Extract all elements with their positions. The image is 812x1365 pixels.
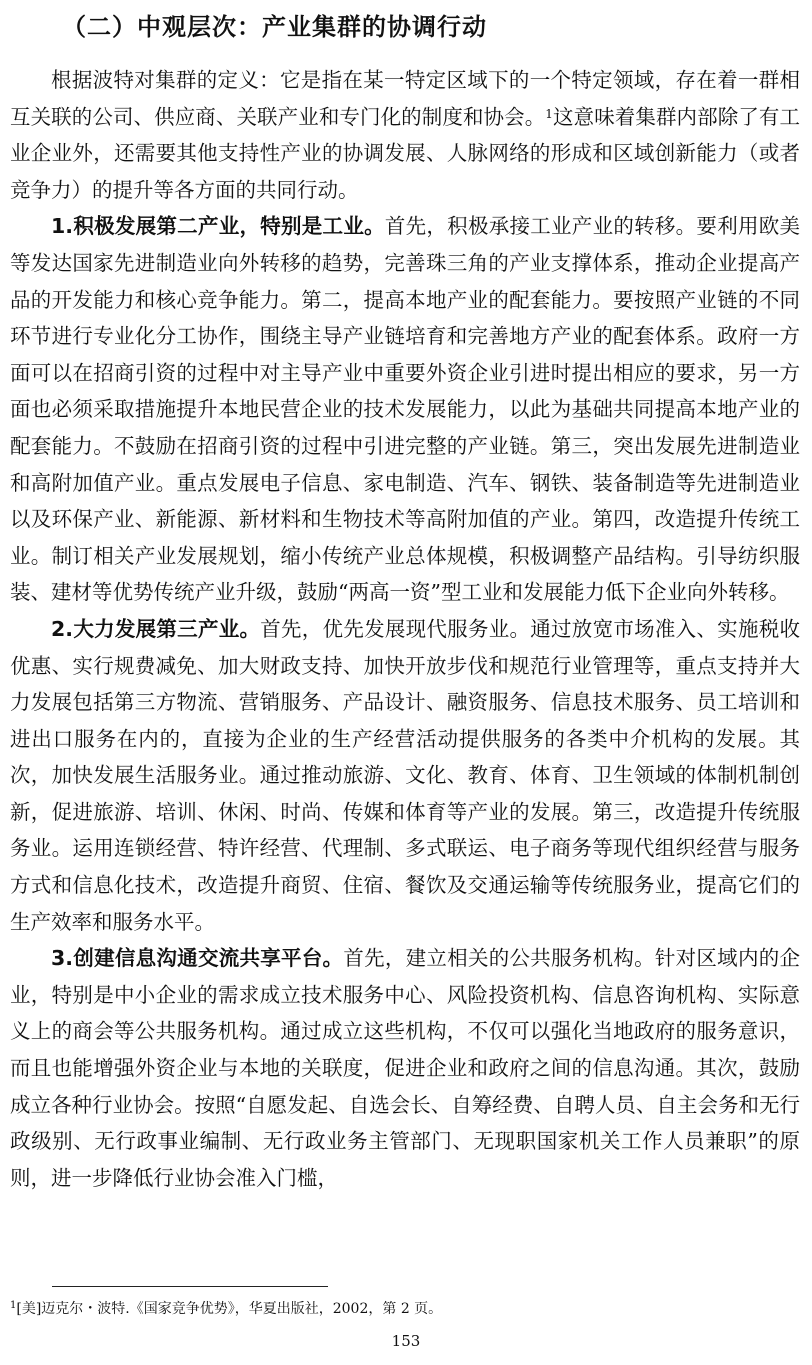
footnote-marker: 1 [10, 1300, 17, 1311]
paragraph-cluster-definition [10, 62, 800, 208]
paragraph-lead-heading: 2.大力发展第三产业。 [51, 616, 261, 641]
paragraph-text: 首先，建立相关的公共服务机构。针对区域内的企业，特别是中小企业的需求成立技术服务中心、风险投资机构、信息咨询机构、实际意义上的商会等公共服务机构。通过成立这些机构，不仅可以强化当地政府的服务意识，而且也能增强外资企业与本地的关联度，促进企业和政府之间的信息沟通。其次，鼓励成立各种行业协会。按照“自愿发起、自选会长、自筹经费、自聘人员、自主会务和无行政级别、无行政事业编制、无行政业务主管部门、无现职国家机关工作人员兼职”的原则，进一步降低行业协会准入门槛， [10, 946, 800, 1190]
paragraph-secondary-industry [10, 208, 800, 611]
paragraph-lead-heading: 3.创建信息沟通交流共享平台。 [51, 946, 344, 971]
footnote-text: [美]迈克尔・波特.《国家竞争优势》，华夏出版社，2002，第 2 页。 [16, 1301, 443, 1317]
body-text [10, 62, 800, 1196]
section-title: （二）中观层次：产业集群的协调行动 [62, 13, 487, 41]
paragraph-text: 这意味着集群内部除了有工业企业外，还需要其他支持性产业的协调发展、人脉网络的形成和区域创新能力（或者竞争力）的提升等各方面的共同行动。 [10, 104, 800, 202]
paragraph-text: 根据波特对集群的定义：它是指在某一特定区域下的一个特定领域，存在着一群相互关联的公司、供应商、关联产业和专门化的制度和协会。 [10, 68, 800, 129]
paragraph-text: 首先，积极承接工业产业的转移。要利用欧美等发达国家先进制造业向外转移的趋势，完善珠三角的产业支撑体系，推动企业提高产品的开发能力和核心竞争能力。第二，提高本地产业的配套能力。要按照产业链的不同环节进行专业化分工协作，围绕主导产业链培育和完善地方产业的配套体系。政府一方面可以在招商引资的过程中对主导产业中重要外资企业引进时提出相应的要求，另一方面也必须采取措施提升本地民营企业的技术发展能力，以此为基础共同提高本地产业的配套能力。不鼓励在招商引资的过程中引进完整的产业链。第三，突出发展先进制造业和高附加值产业。重点发展电子信息、家电制造、汽车、钢铁、装备制造等先进制造业以及环保产业、新能源、新材料和生物技术等高附加值的产业。第四，改造提升传统工业。制订相关产业发展规划，缩小传统产业总体规模，积极调整产品结构。引导纺织服装、建材等优势传统产业升级，鼓励“两高一资”型工业和发展能力低下企业向外转移。 [10, 214, 800, 605]
paragraph-tertiary-industry [10, 611, 800, 940]
footnote [10, 1298, 442, 1320]
paragraph-information-platform [10, 940, 800, 1196]
page-number: 153 [391, 1332, 421, 1350]
paragraph-lead-heading: 1.积极发展第二产业，特别是工业。 [51, 214, 385, 239]
paragraph-text: 首先，优先发展现代服务业。通过放宽市场准入、实施税收优惠、实行规费减免、加大财政支持、加快开放步伐和规范行业管理等，重点支持并大力发展包括第三方物流、营销服务、产品设计、融资服务、信息技术服务、员工培训和进出口服务在内的，直接为企业的生产经营活动提供服务的各类中介机构的发展。其次，加快发展生活服务业。通过推动旅游、文化、教育、体育、卫生领域的体制机制创新，促进旅游、培训、休闲、时尚、传媒和体育等产业的发展。第三，改造提升传统服务业。运用连锁经营、特许经营、代理制、多式联运、电子商务等现代组织经营与服务方式和信息化技术，改造提升商贸、住宿、餐饮及交通运输等传统服务业，提高它们的生产效率和服务水平。 [10, 616, 800, 934]
footnote-divider [52, 1286, 328, 1287]
footnote-reference: 1 [545, 106, 553, 121]
